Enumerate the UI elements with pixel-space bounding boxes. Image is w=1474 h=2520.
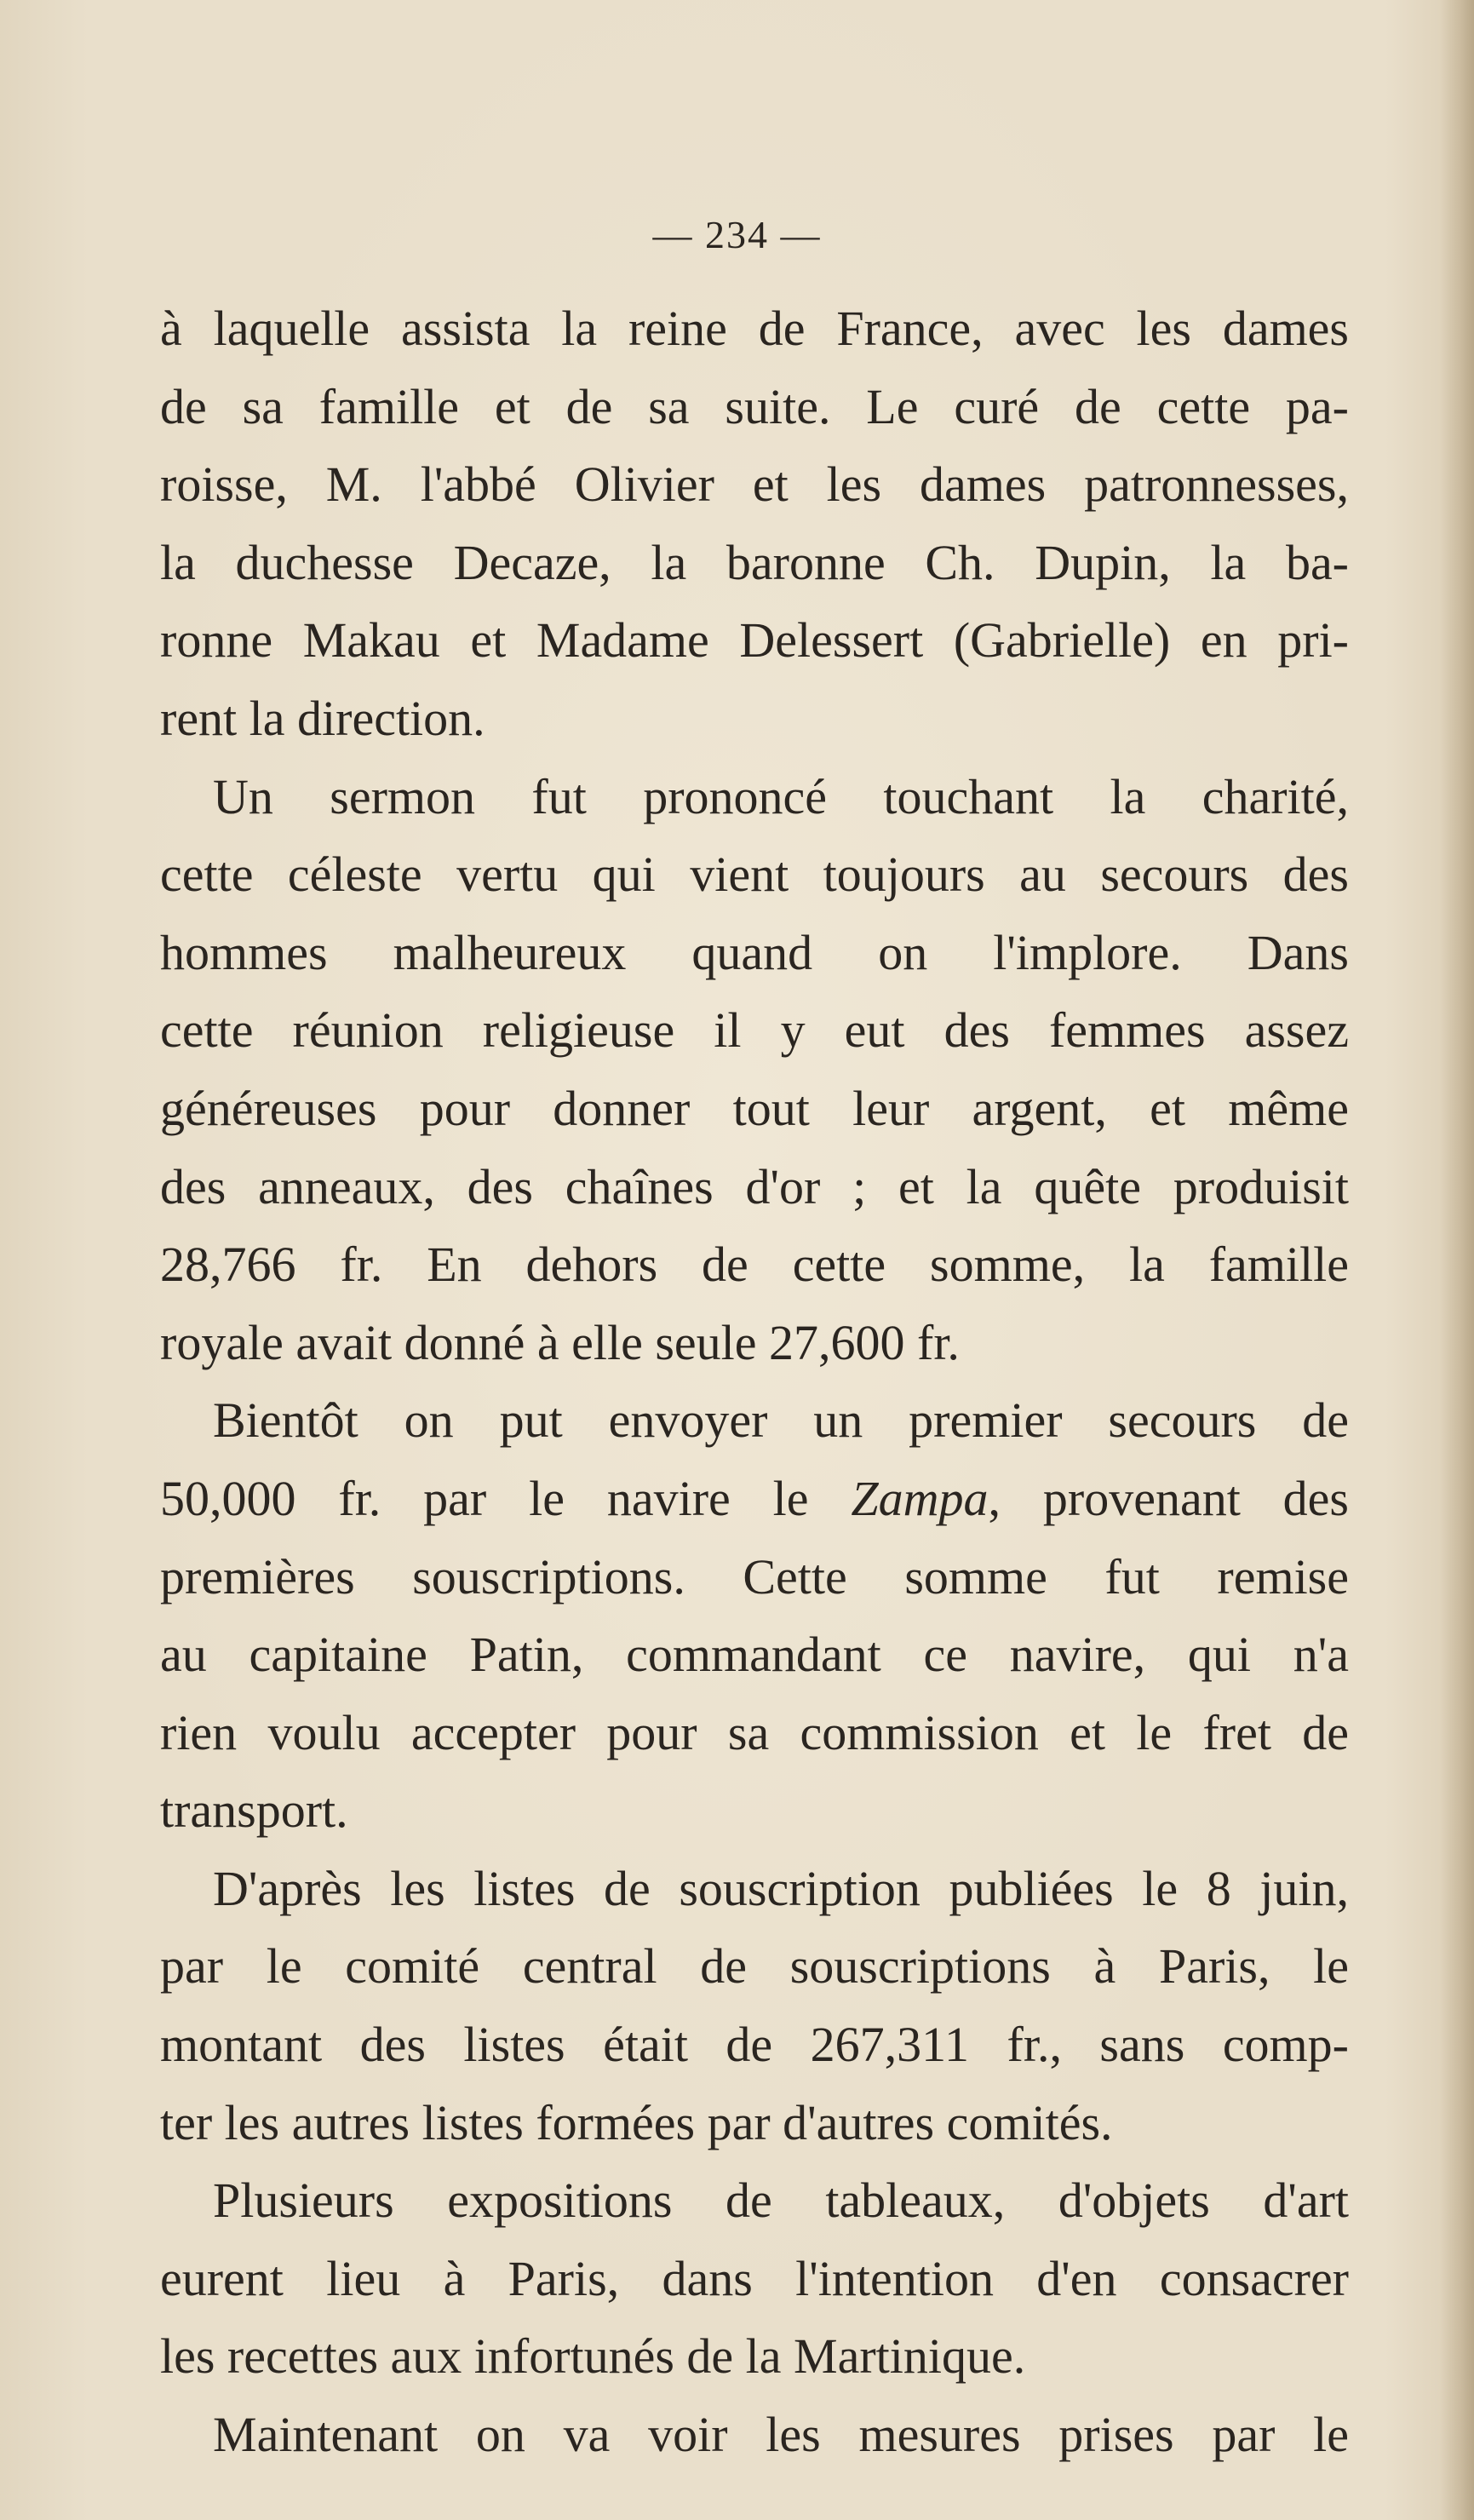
text-line-start: 50,000 fr. par le navire le [160,1470,809,1526]
text-line: montant des listes était de 267,311 fr., sans comp- [160,2017,1349,2073]
paragraph-3 [160,1381,1349,1850]
text-line: 28,766 fr. En dehors de cette somme, la famille [160,1237,1349,1293]
text-line: Bientôt on put envoyer un premier secours de [213,1392,1349,1449]
text-line: à laquelle assista la reine de France, avec les dames [160,301,1349,356]
text-line: cette céleste vertu qui vient toujours au secours des [160,847,1349,903]
paragraph-1 [160,290,1349,758]
ship-name: Zampa [851,1470,989,1526]
text-line: les recettes aux infortunés de la Martinique. [160,2328,1026,2385]
text-line: Plusieurs expositions de tableaux, d'objets d'art [213,2173,1349,2229]
text-line: au capitaine Patin, commandant ce navire, qui n'a [160,1627,1349,1683]
paragraph-2 [160,758,1349,1382]
paragraph-5 [160,2161,1349,2396]
text-line: premières souscriptions. Cette somme fut remise [160,1548,1349,1604]
body-text [160,290,1349,2474]
text-line-end: , provenant des [988,1470,1349,1526]
text-line: transport. [160,1782,348,1839]
text-line: Un sermon fut prononcé touchant la charité, [213,768,1349,824]
text-line: royale avait donné à elle seule 27,600 fr. [160,1314,960,1370]
text-line: Maintenant on va voir les mesures prises par le [213,2407,1349,2463]
text-line: la duchesse Decaze, la baronne Ch. Dupin, la ba- [160,534,1349,590]
text-line: ter les autres listes formées par d'autres comités. [160,2094,1113,2150]
text-line: eurent lieu à Paris, dans l'intention d'en consacrer [160,2250,1349,2306]
text-line: rien voulu accepter pour sa commission et le fret de [160,1704,1349,1760]
text-line: de sa famille et de sa suite. Le curé de cette pa- [160,378,1349,434]
text-line: cette réunion religieuse il y eut des femmes assez [160,1002,1349,1059]
paragraph-4 [160,1850,1349,2161]
page-edge-shadow [1440,0,1474,2520]
page-number: — 234 — [652,213,822,256]
text-line: hommes malheureux quand on l'implore. Dans [160,924,1349,980]
text-line: ronne Makau et Madame Delessert (Gabrielle) en pri- [160,612,1349,669]
paragraph-6 [160,2396,1349,2474]
text-line: par le comité central de souscriptions à Paris, le [160,1938,1349,1995]
text-line-with-italic [160,1460,1349,1538]
text-line: rent la direction. [160,690,485,746]
text-line: généreuses pour donner tout leur argent, et même [160,1080,1349,1136]
text-line: D'après les listes de souscription publiées le 8 juin, [213,1860,1349,1916]
text-line: des anneaux, des chaînes d'or ; et la quête produisit [160,1158,1349,1214]
text-line: roisse, M. l'abbé Olivier et les dames patronnesses, [160,456,1349,513]
